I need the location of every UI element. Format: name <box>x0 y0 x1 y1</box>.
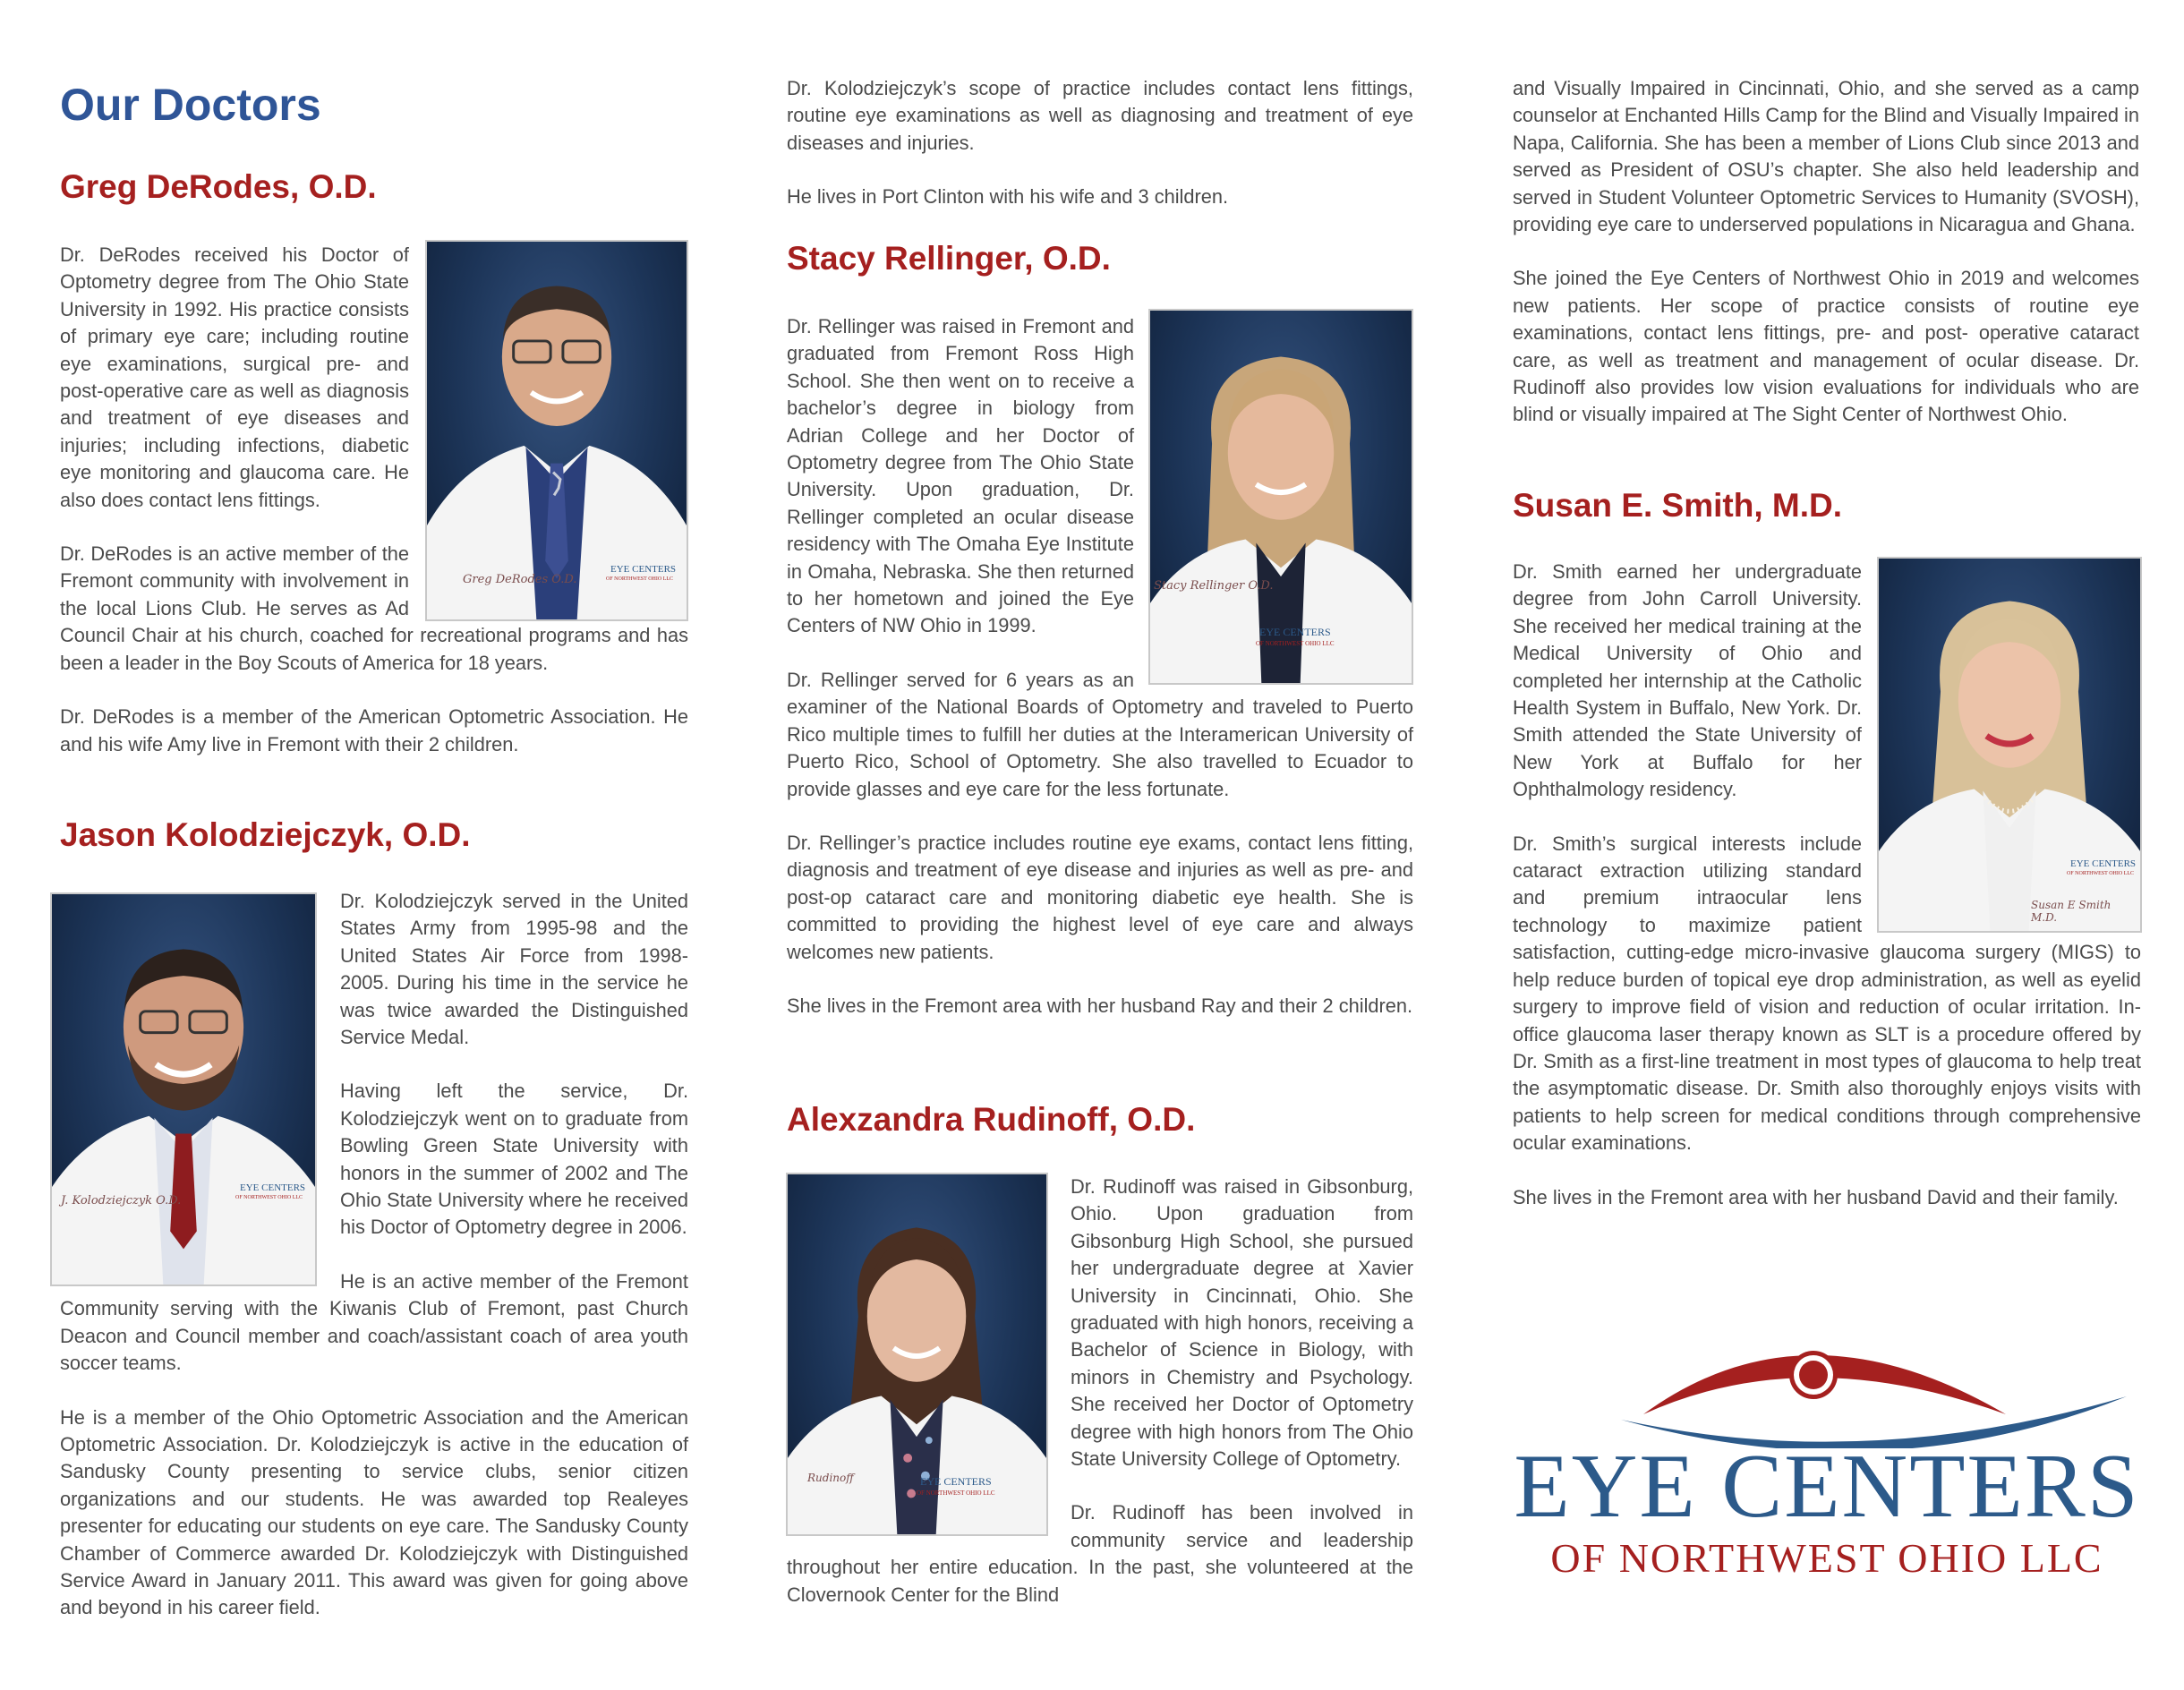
bio-kolodziejczyk-p2: Having left the service, Dr. Kolodziejczyk went on to graduate from Bowling Green State University with honors in the summer of 2002 and The Ohio State University where he received his Doctor of Optometry degree in 2006. <box>340 1080 688 1239</box>
bio-derodes-p1: Dr. DeRodes received his Doctor of Optometry degree from The Ohio State University in 1992. His practice consists of primary eye care; including routine eye examinations, surgical pre- and post-operative care as well as diagnosis and treatment of eye diseases and injuries; including infections, diabetic eye monitoring and glaucoma care. He also does contact lens fittings. <box>60 243 409 511</box>
bio-rudinoff-p3: She joined the Eye Centers of Northwest Ohio in 2019 and welcomes new patients. Her scope of practice consists of routine eye examinations, contact lens fittings, pre- and post- operative cataract care, as well as treatment and management of ocular disease. Dr. Rudinoff also provides low vision evaluations for individuals who are blind or visually impaired at The Sight Center of Northwest Ohio. <box>1513 267 2139 426</box>
coat-logo-line2: OF NORTHWEST OHIO LLC <box>917 1489 995 1497</box>
bio-rellinger-p2: Dr. Rellinger served for 6 years as an examiner of the National Boards of Optometry and traveled to Puerto Rico multiple times to fulfill her duties at the Interamerican University of Puerto Rico, School of Optometry. She also travelled to Ecuador to provide glasses and eye care for the less fortunate. <box>787 668 1413 800</box>
bio-rudinoff-p2b: and Visually Impaired in Cincinnati, Ohio, and she served as a camp counselor at Enchanted Hills Camp for the Blind and Visually Impaired in Napa, California. She has been a member of Lions Club since 2013 and served as President of OSU’s chapter. She also held leadership and served in Student Volunteer Optometric Services to Humanity (SVOSH), providing eye care to underserved populations in Nicaragua and Ghana. <box>1513 77 2139 236</box>
doctor-name-kolodziejczyk: Jason Kolodziejczyk, O.D. <box>60 816 471 853</box>
bio-derodes-p2: Dr. DeRodes is an active member of the Fremont community with involvement in the local Lions Club. He serves as Ad Council Chair at his church, coached for recreational programs and has been a leader in the Boy Scouts of America for 18 years. <box>60 542 688 674</box>
coat-logo-line2: OF NORTHWEST OHIO LLC <box>1256 640 1335 647</box>
bio-rudinoff <box>787 1174 1413 1635</box>
bio-rellinger <box>787 313 1413 1046</box>
bio-kolodziejczyk-cont <box>787 75 1413 238</box>
coat-logo-line2: OF NORTHWEST OHIO LLC <box>2067 871 2135 876</box>
doctor-name-rudinoff: Alexzandra Rudinoff, O.D. <box>787 1101 1196 1138</box>
bio-derodes-p3: Dr. DeRodes is a member of the American Optometric Association. He and his wife Amy live in Fremont with their 2 children. <box>60 705 688 755</box>
coat-name-kolodziejczyk: J. Kolodziejczyk O.D. <box>61 1194 182 1208</box>
coat-logo-line1: EYE CENTERS <box>920 1475 992 1488</box>
bio-derodes <box>60 242 688 785</box>
bio-kolodziejczyk-p5: Dr. Kolodziejczyk’s scope of practice includes contact lens fittings, routine eye examinations as well as diagnosing and treatment of eye diseases and injuries. <box>787 77 1413 154</box>
bio-rudinoff-p1: Dr. Rudinoff was raised in Gibsonburg, Ohio. Upon graduation from Gibsonburg High School, she pursued her undergraduate degree at Xavier University in Cincinnati, Ohio. She graduated with high honors, receiving a Bachelor of Science in Biology, with minors in Chemistry and Psychology. She received her Doctor of Optometry degree with high honors from The Ohio State University College of Optometry. <box>1071 1175 1413 1471</box>
logo-sub-text: OF NORTHWEST OHIO LLC <box>1550 1535 2103 1581</box>
bio-rudinoff-p2a: Dr. Rudinoff has been involved in community service and leadership throughout her entire education. In the past, she volunteered at the Clovernook Center for the Blind <box>787 1501 1413 1606</box>
company-logo <box>1509 1314 2145 1583</box>
bio-kolodziejczyk-p3: He is an active member of the Fremont Community serving with the Kiwanis Club of Fremont, past Church Deacon and Council member and coach/assistant coach of area youth soccer teams. <box>60 1269 688 1375</box>
eye-logo-icon <box>1509 1314 2145 1448</box>
doctor-name-smith: Susan E. Smith, M.D. <box>1513 487 1842 524</box>
bio-kolodziejczyk-p6: He lives in Port Clinton with his wife and 3 children. <box>787 185 1229 209</box>
bio-smith-p2: Dr. Smith’s surgical interests include cataract extraction utilizing standard and premium intraocular lens technology to maximize patient satisfaction, cutting-edge micro-invasive glaucoma surgery (MIGS) to help reduce burden of topical eye drop administration, as well as eyelid surgery to improve field of vision and reduction of ocular irritation. In-office glaucoma laser therapy known as SLT is a procedure offered by Dr. Smith as a first-line treatment in most types of glaucoma to help treat the asymptomatic disease. Dr. Smith also thoroughly enjoys visits with patients to help screen for medical conditions through comprehensive ocular examinations. <box>1513 832 2141 1155</box>
coat-logo-line2: OF NORTHWEST OHIO LLC <box>606 576 674 582</box>
bio-rellinger-p4: She lives in the Fremont area with her husband Ray and their 2 children. <box>787 994 1413 1017</box>
page-title: Our Doctors <box>60 80 321 130</box>
coat-logo-line2: OF NORTHWEST OHIO LLC <box>235 1195 303 1200</box>
bio-smith-p3: She lives in the Fremont area with her husband David and their family. <box>1513 1185 2119 1208</box>
coat-name-smith: Susan E Smith M.D. <box>2031 899 2111 924</box>
bio-kolodziejczyk <box>60 888 688 1649</box>
coat-name-rudinoff: Rudinoff <box>807 1472 854 1484</box>
coat-name-rellinger: Stacy Rellinger O.D. <box>1154 579 1274 593</box>
coat-logo-line1: EYE CENTERS <box>2070 858 2137 869</box>
bio-smith-p1: Dr. Smith earned her undergraduate degree from John Carroll University. She received her medical training at the Medical University of Ohio and completed her internship at the Catholic Health System in Buffalo, New York. Dr. Smith attended the State University of New York at Buffalo for her Ophthalmology residency. <box>1513 560 1862 801</box>
coat-logo-line1: EYE CENTERS <box>1259 626 1331 638</box>
logo-main-text: EYE CENTERS <box>1514 1436 2140 1537</box>
coat-name-derodes: Greg DeRodes O.D. <box>463 573 577 586</box>
bio-rellinger-p3: Dr. Rellinger’s practice includes routine eye exams, contact lens fitting, diagnosis and treatment of eye disease and injuries as well as pre- and post-op cataract care and monitoring diabetic eye health. She is committed to providing the highest level of eye care and always welcomes new patients. <box>787 831 1413 963</box>
bio-kolodziejczyk-p4: He is a member of the Ohio Optometric Association and the American Optometric Association. Dr. Kolodziejczyk is active in the education of Sandusky County presenting to service clubs, senior citizen organizations and our students. He was awarded top Realeyes presenter for educating our students on eye care. The Sandusky County Chamber of Commerce awarded Dr. Kolodziejczyk with Distinguished Service Award in January 2011. This award was given for going above and beyond in his career field. <box>60 1405 688 1619</box>
doctor-name-rellinger: Stacy Rellinger, O.D. <box>787 240 1111 277</box>
bio-rellinger-p1: Dr. Rellinger was raised in Fremont and graduated from Fremont Ross High School. She then went on to receive a bachelor’s degree in biology from Adrian College and her Doctor of Optometry degree from The Ohio State University. Upon graduation, Dr. Rellinger completed an ocular disease residency with The Omaha Eye Institute in Omaha, Nebraska. She then returned to her hometown and joined the Eye Centers of NW Ohio in 1999. <box>787 315 1134 637</box>
bio-smith <box>1513 559 2141 1238</box>
coat-logo-line1: EYE CENTERS <box>240 1182 306 1193</box>
bio-kolodziejczyk-p1: Dr. Kolodziejczyk served in the United States Army from 1995-98 and the United States Air Force from 1998-2005. During his time in the service he was twice awarded the Distinguished Service Medal. <box>340 890 688 1049</box>
doctor-name-derodes: Greg DeRodes, O.D. <box>60 168 377 205</box>
coat-logo-line1: EYE CENTERS <box>610 564 677 575</box>
bio-rudinoff-cont <box>1513 75 2139 456</box>
